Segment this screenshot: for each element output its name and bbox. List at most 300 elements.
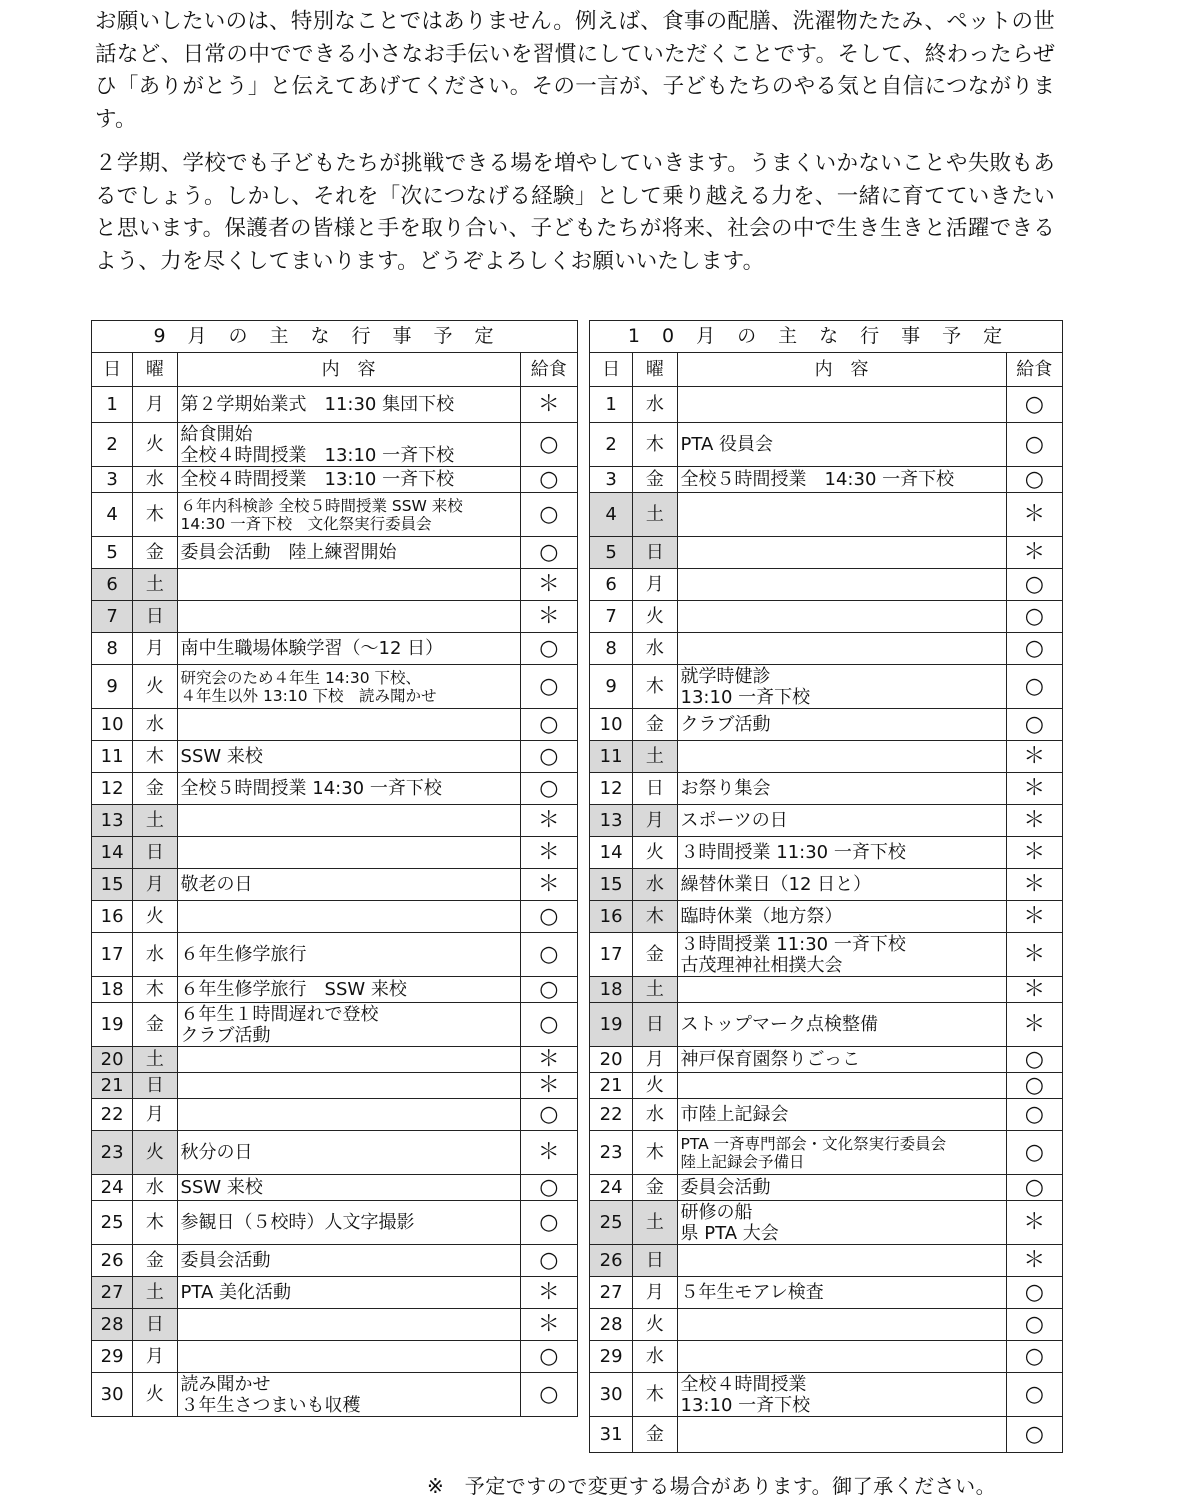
weekday-cell: 土 <box>633 1201 677 1245</box>
lunch-cell: ○ <box>1006 1309 1062 1341</box>
weekday-cell: 火 <box>133 665 177 709</box>
day-cell: 31 <box>590 1417 633 1453</box>
weekday-cell: 木 <box>633 901 677 933</box>
lunch-cell: ＊ <box>520 601 577 633</box>
day-cell: 21 <box>590 1073 633 1099</box>
lunch-cell: ○ <box>520 1341 577 1373</box>
day-cell: 20 <box>590 1047 633 1073</box>
lunch-cell: ○ <box>520 1373 577 1417</box>
day-cell: 12 <box>590 773 633 805</box>
weekday-cell: 水 <box>133 709 177 741</box>
event-content-cell: 委員会活動 陸上練習開始 <box>177 537 520 569</box>
weekday-cell: 月 <box>133 1099 177 1131</box>
day-cell: 12 <box>92 773 133 805</box>
lunch-cell: ○ <box>520 977 577 1003</box>
day-cell: 23 <box>590 1131 633 1175</box>
day-cell: 17 <box>92 933 133 977</box>
event-content-cell: 臨時休業（地方祭） <box>677 901 1006 933</box>
event-content-cell <box>677 569 1006 601</box>
day-cell: 26 <box>92 1245 133 1277</box>
lunch-cell: ＊ <box>1006 977 1062 1003</box>
lunch-cell: ＊ <box>1006 741 1062 773</box>
event-content-cell <box>177 837 520 869</box>
schedule-row <box>590 467 1063 493</box>
schedule-row <box>590 1099 1063 1131</box>
lunch-cell: ○ <box>1006 601 1062 633</box>
lunch-cell: ＊ <box>520 869 577 901</box>
event-content-cell <box>677 1341 1006 1373</box>
event-content-cell: 研修の船 県 PTA 大会 <box>677 1201 1006 1245</box>
weekday-cell: 土 <box>633 741 677 773</box>
day-cell: 19 <box>590 1003 633 1047</box>
weekday-cell: 火 <box>633 1309 677 1341</box>
schedule-row <box>590 387 1063 423</box>
day-cell: 15 <box>92 869 133 901</box>
day-cell: 21 <box>92 1073 133 1099</box>
day-cell: 29 <box>590 1341 633 1373</box>
schedule-row <box>590 869 1063 901</box>
event-content-cell: ５年生モアレ検査 <box>677 1277 1006 1309</box>
schedule-row <box>92 423 578 467</box>
lunch-cell: ○ <box>520 467 577 493</box>
day-cell: 6 <box>590 569 633 601</box>
day-cell: 25 <box>92 1201 133 1245</box>
weekday-cell: 金 <box>633 933 677 977</box>
day-cell: 17 <box>590 933 633 977</box>
lunch-cell: ＊ <box>1006 1245 1062 1277</box>
schedule-row <box>590 1277 1063 1309</box>
schedule-row <box>590 633 1063 665</box>
weekday-cell: 水 <box>633 387 677 423</box>
weekday-cell: 日 <box>633 1003 677 1047</box>
event-content-cell: 給食開始 全校４時間授業 13:10 一斉下校 <box>177 423 520 467</box>
lunch-cell: ＊ <box>520 1131 577 1175</box>
event-content-cell <box>677 537 1006 569</box>
event-content-cell <box>177 1073 520 1099</box>
day-cell: 7 <box>590 601 633 633</box>
day-cell: 10 <box>92 709 133 741</box>
day-cell: 24 <box>92 1175 133 1201</box>
schedule-row <box>92 977 578 1003</box>
day-cell: 16 <box>590 901 633 933</box>
lunch-cell: ○ <box>520 537 577 569</box>
lunch-cell: ＊ <box>520 1309 577 1341</box>
schedule-row <box>92 1309 578 1341</box>
day-cell: 2 <box>590 423 633 467</box>
lunch-cell: ＊ <box>520 1277 577 1309</box>
weekday-cell: 木 <box>133 493 177 537</box>
event-content-cell: 全校５時間授業 14:30 一斉下校 <box>177 773 520 805</box>
day-cell: 1 <box>92 387 133 423</box>
schedule-row <box>92 1175 578 1201</box>
lunch-cell: ○ <box>1006 1175 1062 1201</box>
weekday-cell: 土 <box>633 977 677 1003</box>
weekday-cell: 水 <box>633 869 677 901</box>
schedule-row <box>590 423 1063 467</box>
weekday-cell: 金 <box>633 467 677 493</box>
lunch-cell: ○ <box>1006 1341 1062 1373</box>
day-cell: 28 <box>92 1309 133 1341</box>
schedule-row <box>92 537 578 569</box>
schedule-row <box>92 837 578 869</box>
day-cell: 25 <box>590 1201 633 1245</box>
day-cell: 24 <box>590 1175 633 1201</box>
schedule-row <box>92 933 578 977</box>
weekday-cell: 金 <box>633 1175 677 1201</box>
schedule-row <box>92 1245 578 1277</box>
weekday-cell: 金 <box>133 1245 177 1277</box>
event-content-cell: 全校４時間授業 13:10 一斉下校 <box>677 1373 1006 1417</box>
lunch-cell: ○ <box>520 665 577 709</box>
lunch-cell: ○ <box>520 709 577 741</box>
lunch-cell: ＊ <box>1006 901 1062 933</box>
weekday-cell: 土 <box>133 805 177 837</box>
day-cell: 7 <box>92 601 133 633</box>
lunch-cell: ○ <box>520 933 577 977</box>
lunch-cell: ＊ <box>1006 837 1062 869</box>
day-cell: 9 <box>92 665 133 709</box>
day-cell: 5 <box>590 537 633 569</box>
event-content-cell: 繰替休業日（12 日と） <box>677 869 1006 901</box>
day-cell: 1 <box>590 387 633 423</box>
schedule-row <box>92 709 578 741</box>
day-cell: 22 <box>92 1099 133 1131</box>
lunch-cell: ○ <box>1006 387 1062 423</box>
schedule-row <box>590 805 1063 837</box>
schedule-row <box>590 1341 1063 1373</box>
day-cell: 4 <box>92 493 133 537</box>
weekday-cell: 土 <box>633 493 677 537</box>
day-cell: 5 <box>92 537 133 569</box>
schedule-row <box>590 1373 1063 1417</box>
header-dow: 曜 <box>133 353 177 387</box>
weekday-cell: 月 <box>133 1341 177 1373</box>
lunch-cell: ○ <box>1006 633 1062 665</box>
weekday-cell: 金 <box>133 1003 177 1047</box>
event-content-cell <box>177 901 520 933</box>
lunch-cell: ＊ <box>520 387 577 423</box>
day-cell: 27 <box>590 1277 633 1309</box>
schedule-row <box>92 869 578 901</box>
schedule-row <box>92 1099 578 1131</box>
weekday-cell: 木 <box>633 423 677 467</box>
schedule-row <box>92 387 578 423</box>
weekday-cell: 土 <box>133 1277 177 1309</box>
event-content-cell: スポーツの日 <box>677 805 1006 837</box>
lunch-cell: ○ <box>520 493 577 537</box>
schedule-row <box>92 1131 578 1175</box>
schedule-row <box>92 773 578 805</box>
schedule-row <box>590 741 1063 773</box>
event-content-cell: 全校５時間授業 14:30 一斉下校 <box>677 467 1006 493</box>
schedule-note: ※ 予定ですので変更する場合があります。御了承ください。 <box>427 1474 997 1498</box>
event-content-cell <box>677 1245 1006 1277</box>
weekday-cell: 水 <box>133 933 177 977</box>
lunch-cell: ○ <box>520 1245 577 1277</box>
schedule-row <box>92 1073 578 1099</box>
weekday-cell: 金 <box>133 537 177 569</box>
schedule-row <box>590 837 1063 869</box>
lunch-cell: ○ <box>520 1175 577 1201</box>
weekday-cell: 火 <box>633 1073 677 1099</box>
lunch-cell: ＊ <box>520 1073 577 1099</box>
event-content-cell <box>677 493 1006 537</box>
schedule-row <box>92 1047 578 1073</box>
event-content-cell <box>177 1099 520 1131</box>
event-content-cell <box>677 1309 1006 1341</box>
event-content-cell <box>177 709 520 741</box>
october-title: 10月の主な行事予定 <box>590 321 1063 353</box>
lunch-cell: ＊ <box>520 569 577 601</box>
event-content-cell: 委員会活動 <box>677 1175 1006 1201</box>
schedule-row <box>590 1047 1063 1073</box>
schedule-row <box>590 709 1063 741</box>
weekday-cell: 月 <box>133 869 177 901</box>
october-schedule-table <box>589 320 1063 1453</box>
event-content-cell: 研究会のため４年生 14:30 下校、 ４年生以外 13:10 下校 読み聞かせ <box>177 665 520 709</box>
schedule-row <box>590 569 1063 601</box>
weekday-cell: 日 <box>633 1245 677 1277</box>
day-cell: 19 <box>92 1003 133 1047</box>
lunch-cell: ○ <box>1006 1417 1062 1453</box>
lunch-cell: ＊ <box>1006 773 1062 805</box>
weekday-cell: 月 <box>133 633 177 665</box>
event-content-cell <box>177 569 520 601</box>
weekday-cell: 金 <box>633 1417 677 1453</box>
schedule-row <box>590 901 1063 933</box>
event-content-cell: ６年生修学旅行 <box>177 933 520 977</box>
weekday-cell: 木 <box>633 665 677 709</box>
weekday-cell: 月 <box>633 1047 677 1073</box>
event-content-cell: ６年生修学旅行 SSW 来校 <box>177 977 520 1003</box>
intro-text <box>95 6 1055 278</box>
event-content-cell <box>677 601 1006 633</box>
lunch-cell: ○ <box>520 1201 577 1245</box>
event-content-cell: ストップマーク点検整備 <box>677 1003 1006 1047</box>
weekday-cell: 木 <box>133 741 177 773</box>
event-content-cell: PTA 一斉専門部会・文化祭実行委員会 陸上記録会予備日 <box>677 1131 1006 1175</box>
weekday-cell: 土 <box>133 569 177 601</box>
day-cell: 11 <box>92 741 133 773</box>
weekday-cell: 火 <box>133 423 177 467</box>
day-cell: 9 <box>590 665 633 709</box>
day-cell: 15 <box>590 869 633 901</box>
weekday-cell: 木 <box>133 977 177 1003</box>
lunch-cell: ○ <box>520 1003 577 1047</box>
weekday-cell: 木 <box>133 1201 177 1245</box>
schedule-row <box>590 665 1063 709</box>
event-content-cell <box>177 1309 520 1341</box>
lunch-cell: ○ <box>520 773 577 805</box>
day-cell: 13 <box>92 805 133 837</box>
schedule-row <box>92 633 578 665</box>
schedule-row <box>92 1277 578 1309</box>
day-cell: 3 <box>590 467 633 493</box>
day-cell: 22 <box>590 1099 633 1131</box>
weekday-cell: 火 <box>633 837 677 869</box>
header-day: 日 <box>92 353 133 387</box>
day-cell: 16 <box>92 901 133 933</box>
weekday-cell: 日 <box>133 837 177 869</box>
weekday-cell: 金 <box>633 709 677 741</box>
event-content-cell: SSW 来校 <box>177 1175 520 1201</box>
event-content-cell: 神戸保育園祭りごっこ <box>677 1047 1006 1073</box>
schedule-row <box>92 1003 578 1047</box>
weekday-cell: 木 <box>633 1131 677 1175</box>
header-content: 内 容 <box>177 353 520 387</box>
event-content-cell: 委員会活動 <box>177 1245 520 1277</box>
day-cell: 28 <box>590 1309 633 1341</box>
event-content-cell: 第２学期始業式 11:30 集団下校 <box>177 387 520 423</box>
day-cell: 3 <box>92 467 133 493</box>
lunch-cell: ＊ <box>520 1047 577 1073</box>
weekday-cell: 日 <box>133 1309 177 1341</box>
day-cell: 20 <box>92 1047 133 1073</box>
header-lunch: 給食 <box>520 353 577 387</box>
schedule-row <box>590 1245 1063 1277</box>
day-cell: 14 <box>92 837 133 869</box>
day-cell: 18 <box>590 977 633 1003</box>
schedule-row <box>590 933 1063 977</box>
day-cell: 10 <box>590 709 633 741</box>
schedule-row <box>590 1417 1063 1453</box>
day-cell: 13 <box>590 805 633 837</box>
weekday-cell: 日 <box>133 1073 177 1099</box>
lunch-cell: ○ <box>1006 423 1062 467</box>
weekday-cell: 月 <box>133 387 177 423</box>
lunch-cell: ○ <box>520 633 577 665</box>
lunch-cell: ○ <box>1006 1373 1062 1417</box>
lunch-cell: ○ <box>520 423 577 467</box>
schedule-row <box>92 1373 578 1417</box>
schedule-row <box>590 1073 1063 1099</box>
intro-paragraph-2: ２学期、学校でも子どもたちが挑戦できる場を増やしていきます。うまくいかないことや失敗もあるでしょう。しかし、それを「次につなげる経験」として乗り越える力を、一緒に育てていきたいと思います。保護者の皆様と手を取り合い、子どもたちが将来、社会の中で生き生きと活躍できるよう、力を尽くしてまいります。どうぞよろしくお願いいたします。 <box>95 151 1055 274</box>
lunch-cell: ○ <box>520 741 577 773</box>
day-cell: 8 <box>92 633 133 665</box>
september-title: 9月の主な行事予定 <box>92 321 578 353</box>
event-content-cell: 就学時健診 13:10 一斉下校 <box>677 665 1006 709</box>
schedule-row <box>92 741 578 773</box>
lunch-cell: ＊ <box>1006 493 1062 537</box>
lunch-cell: ＊ <box>1006 805 1062 837</box>
schedule-row <box>92 1341 578 1373</box>
day-cell: 6 <box>92 569 133 601</box>
weekday-cell: 火 <box>133 901 177 933</box>
day-cell: 23 <box>92 1131 133 1175</box>
weekday-cell: 水 <box>133 1175 177 1201</box>
weekday-cell: 日 <box>633 537 677 569</box>
weekday-cell: 土 <box>133 1047 177 1073</box>
schedule-row <box>590 1201 1063 1245</box>
day-cell: 30 <box>590 1373 633 1417</box>
schedule-row <box>590 493 1063 537</box>
weekday-cell: 水 <box>633 1341 677 1373</box>
weekday-cell: 火 <box>133 1373 177 1417</box>
event-content-cell <box>677 387 1006 423</box>
lunch-cell: ○ <box>1006 1047 1062 1073</box>
schedule-row <box>92 493 578 537</box>
schedule-row <box>92 1201 578 1245</box>
header-dow: 曜 <box>633 353 677 387</box>
event-content-cell <box>677 977 1006 1003</box>
weekday-cell: 金 <box>133 773 177 805</box>
lunch-cell: ○ <box>1006 665 1062 709</box>
schedule-row <box>92 569 578 601</box>
event-content-cell: 全校４時間授業 13:10 一斉下校 <box>177 467 520 493</box>
weekday-cell: 月 <box>633 569 677 601</box>
september-schedule-table <box>91 320 578 1417</box>
day-cell: 4 <box>590 493 633 537</box>
weekday-cell: 水 <box>133 467 177 493</box>
lunch-cell: ＊ <box>1006 1201 1062 1245</box>
event-content-cell <box>677 633 1006 665</box>
day-cell: 18 <box>92 977 133 1003</box>
weekday-cell: 水 <box>633 1099 677 1131</box>
day-cell: 26 <box>590 1245 633 1277</box>
event-content-cell: 市陸上記録会 <box>677 1099 1006 1131</box>
weekday-cell: 日 <box>633 773 677 805</box>
day-cell: 11 <box>590 741 633 773</box>
event-content-cell: 参観日（５校時）人文字撮影 <box>177 1201 520 1245</box>
lunch-cell: ○ <box>1006 709 1062 741</box>
event-content-cell: ６年内科検診 全校５時間授業 SSW 来校 14:30 一斉下校 文化祭実行委員会 <box>177 493 520 537</box>
lunch-cell: ○ <box>1006 1073 1062 1099</box>
header-day: 日 <box>590 353 633 387</box>
event-content-cell <box>177 601 520 633</box>
event-content-cell: 南中生職場体験学習（～12 日） <box>177 633 520 665</box>
event-content-cell <box>177 1341 520 1373</box>
schedule-row <box>92 805 578 837</box>
event-content-cell: 敬老の日 <box>177 869 520 901</box>
event-content-cell: SSW 来校 <box>177 741 520 773</box>
lunch-cell: ○ <box>520 901 577 933</box>
event-content-cell: お祭り集会 <box>677 773 1006 805</box>
lunch-cell: ＊ <box>1006 933 1062 977</box>
event-content-cell <box>677 1073 1006 1099</box>
lunch-cell: ＊ <box>1006 537 1062 569</box>
schedule-row <box>590 1003 1063 1047</box>
event-content-cell: 秋分の日 <box>177 1131 520 1175</box>
event-content-cell <box>177 1047 520 1073</box>
weekday-cell: 日 <box>133 601 177 633</box>
weekday-cell: 火 <box>133 1131 177 1175</box>
day-cell: 2 <box>92 423 133 467</box>
header-content: 内 容 <box>677 353 1006 387</box>
day-cell: 8 <box>590 633 633 665</box>
lunch-cell: ＊ <box>520 805 577 837</box>
event-content-cell <box>677 741 1006 773</box>
day-cell: 14 <box>590 837 633 869</box>
schedule-row <box>590 977 1063 1003</box>
weekday-cell: 火 <box>633 601 677 633</box>
event-content-cell: PTA 役員会 <box>677 423 1006 467</box>
schedule-row <box>590 537 1063 569</box>
event-content-cell: クラブ活動 <box>677 709 1006 741</box>
weekday-cell: 月 <box>633 805 677 837</box>
weekday-cell: 水 <box>633 633 677 665</box>
header-lunch: 給食 <box>1006 353 1062 387</box>
lunch-cell: ○ <box>1006 1131 1062 1175</box>
lunch-cell: ○ <box>1006 569 1062 601</box>
event-content-cell: 読み聞かせ ３年生さつまいも収穫 <box>177 1373 520 1417</box>
lunch-cell: ＊ <box>520 837 577 869</box>
schedule-row <box>590 601 1063 633</box>
day-cell: 30 <box>92 1373 133 1417</box>
schedule-row <box>92 901 578 933</box>
lunch-cell: ○ <box>1006 1099 1062 1131</box>
lunch-cell: ＊ <box>1006 869 1062 901</box>
day-cell: 27 <box>92 1277 133 1309</box>
